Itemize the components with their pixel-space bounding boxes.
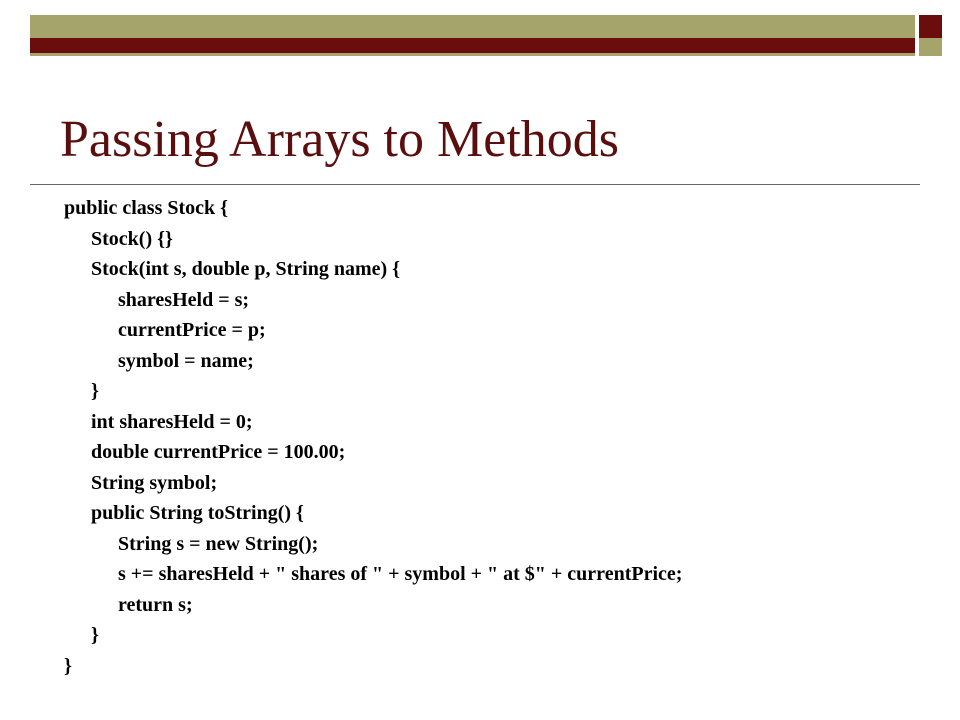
code-line: sharesHeld = s; xyxy=(118,288,250,311)
code-block xyxy=(64,193,682,681)
code-line: s += sharesHeld + " shares of " + symbol + " at $" + currentPrice; xyxy=(118,563,683,585)
code-line: Stock(int s, double p, String name) { xyxy=(91,258,401,280)
banner-red-band xyxy=(30,38,915,53)
code-line: symbol = name; xyxy=(118,349,254,372)
banner-olive-square xyxy=(919,38,942,56)
header-banner xyxy=(0,0,960,70)
banner-red-square xyxy=(919,15,942,38)
code-line: } xyxy=(64,654,72,677)
code-line: double currentPrice = 100.00; xyxy=(91,441,346,463)
code-line: public String toString() { xyxy=(91,502,304,524)
code-line: String s = new String(); xyxy=(118,532,319,555)
slide-title: Passing Arrays to Methods xyxy=(60,111,619,168)
code-line: String symbol; xyxy=(91,471,218,494)
code-line: currentPrice = p; xyxy=(118,319,266,341)
code-line: public class Stock { xyxy=(64,197,229,219)
code-line: int sharesHeld = 0; xyxy=(91,410,253,433)
banner-olive-band xyxy=(30,15,915,38)
code-line: } xyxy=(91,624,99,646)
banner-olive-stripe xyxy=(30,53,915,56)
title-divider xyxy=(30,184,920,185)
code-line: } xyxy=(91,380,99,402)
code-line: return s; xyxy=(118,593,193,616)
code-line: Stock() {} xyxy=(91,227,173,250)
